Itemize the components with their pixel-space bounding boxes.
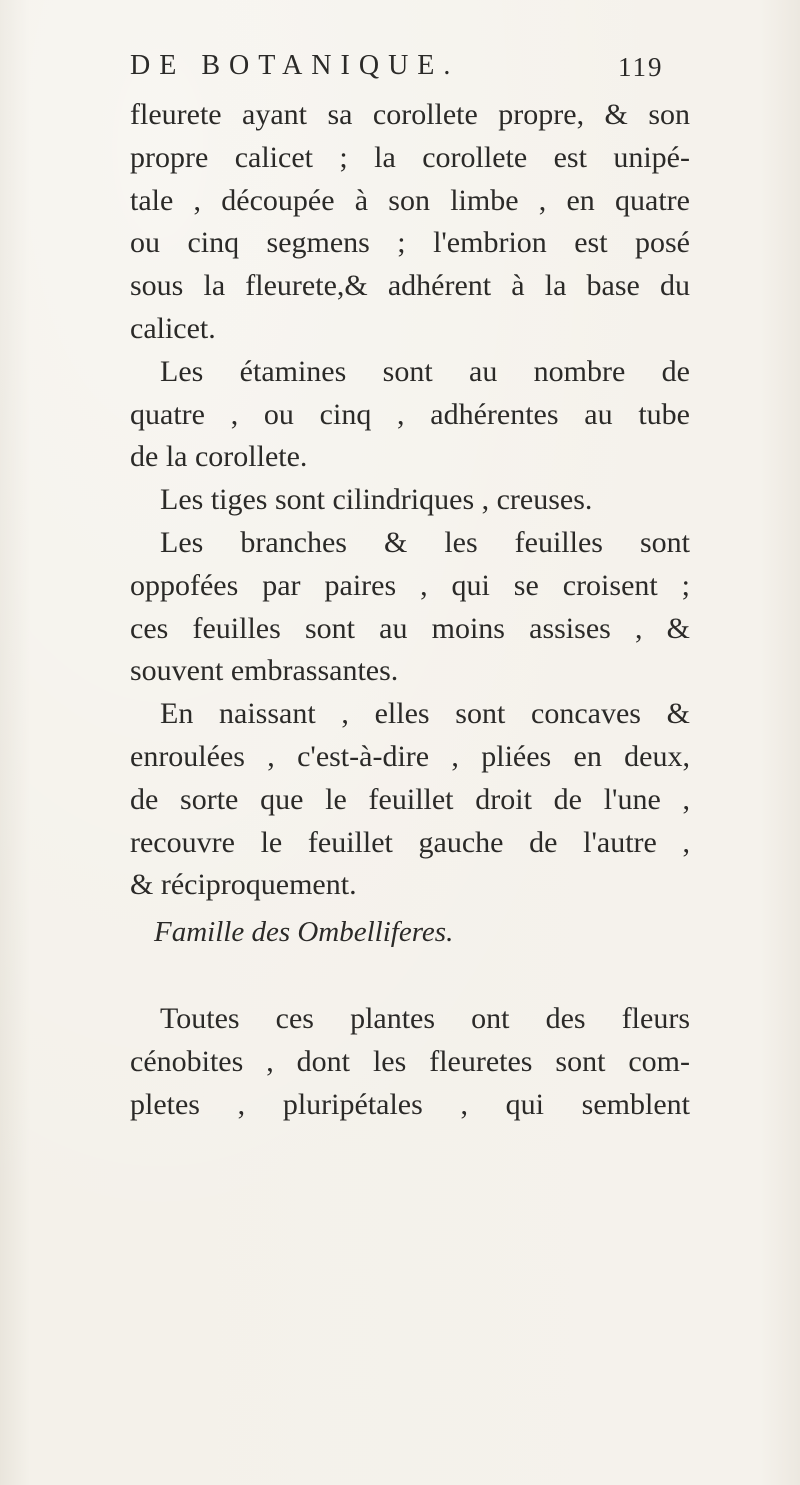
text-line: pletes , pluripétales , qui semblent: [130, 1087, 690, 1121]
text-line: de sorte que le feuillet droit de l'une ,: [130, 782, 690, 816]
body-text: [130, 94, 690, 1126]
text-line: calicet.: [130, 311, 216, 345]
paragraph-6: [130, 998, 690, 1126]
text-line: propre calicet ; la corollete est unipé-: [130, 140, 690, 174]
text-line: ces feuilles sont au moins assises , &: [130, 611, 690, 645]
text-line: fleurete ayant sa corollete propre, & son: [130, 98, 690, 131]
text-line: oppofées par paires , qui se croisent ;: [130, 568, 690, 602]
paragraph-1: [130, 94, 690, 351]
text-line: tale , découpée à son limbe , en quatre: [130, 183, 690, 217]
text-line: Les étamines sont au nombre de: [160, 354, 690, 388]
page-number: 119: [618, 52, 664, 82]
text-line: de la corollete.: [130, 440, 308, 474]
text-line: cénobites , dont les fleuretes sont com-: [130, 1044, 690, 1078]
running-title: DE BOTANIQUE.: [130, 50, 460, 81]
text-line: recouvre le feuillet gauche de l'autre ,: [130, 825, 690, 859]
text-line: Les branches & les feuilles sont: [160, 525, 690, 559]
text-line: sous la fleurete,& adhérent à la base du: [130, 269, 690, 303]
paragraph-2: [130, 351, 690, 479]
text-line: ou cinq segmens ; l'embrion est posé: [130, 226, 690, 260]
paragraph-3: [130, 479, 690, 522]
text-line: Les tiges sont cilindriques , creuses.: [160, 483, 593, 517]
page-header: [130, 50, 670, 90]
text-line: & réciproquement.: [130, 868, 357, 902]
text-line: souvent embrassantes.: [130, 654, 399, 688]
paragraph-4: [130, 522, 690, 693]
text-line: enroulées , c'est-à-dire , pliées en deux,: [130, 739, 690, 773]
text-line: quatre , ou cinq , adhérentes au tube: [130, 397, 690, 431]
text-line: En naissant , elles sont concaves &: [160, 697, 690, 731]
text-line: Toutes ces plantes ont des fleurs: [160, 1001, 690, 1035]
section-heading: Famille des Ombelliferes.: [154, 916, 454, 949]
paragraph-5: [130, 693, 690, 907]
